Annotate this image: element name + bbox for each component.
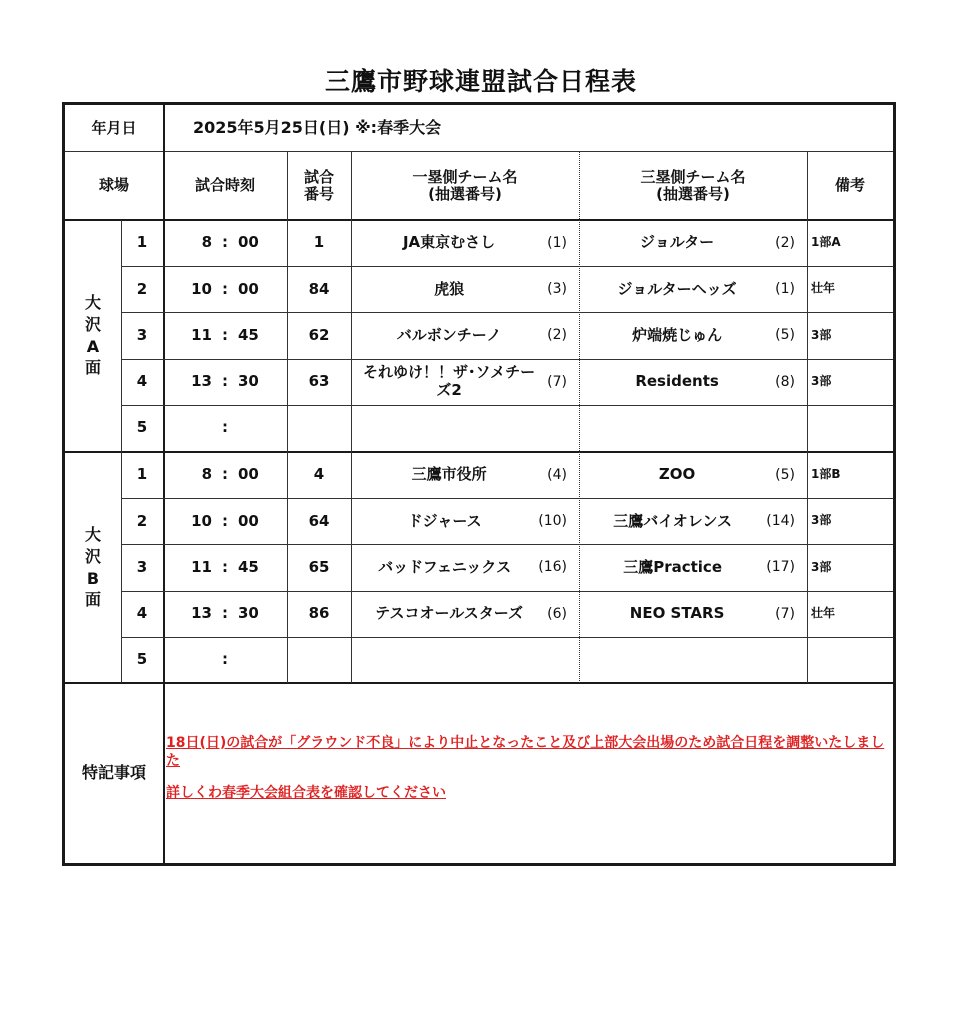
- table-row: [65, 498, 893, 544]
- row-number: 4: [136, 372, 148, 391]
- date-label: 年月日: [91, 118, 137, 137]
- third-base-team: [579, 637, 807, 683]
- row-number: 2: [136, 511, 148, 530]
- game-number: 4: [313, 465, 325, 484]
- remark: [807, 637, 893, 683]
- table-row: [65, 591, 893, 637]
- first-base-team: JA東京むさし (1): [402, 233, 567, 252]
- special-notes-label: 特記事項: [81, 762, 146, 782]
- first-base-team: ドジャース (10): [407, 511, 567, 530]
- game-time: 11 : 45: [191, 557, 259, 576]
- header-field: 球場: [98, 176, 129, 195]
- game-number: 62: [308, 325, 330, 344]
- first-base-team: 虎狼 (3): [434, 279, 567, 298]
- first-base-team: それゆけ！！ザ･ソメチーズ2 (7): [362, 363, 567, 399]
- remark: 3部: [811, 559, 832, 574]
- remark: [807, 405, 893, 451]
- remark: 3部: [811, 327, 832, 342]
- game-number: [287, 637, 351, 683]
- game-number: 65: [308, 557, 330, 576]
- game-number: 1: [313, 233, 325, 252]
- row-number: 2: [136, 279, 148, 298]
- game-time: 8 : 00: [201, 465, 259, 484]
- third-base-team: Residents (8): [635, 372, 795, 391]
- third-base-team: ジョルター (2): [640, 233, 795, 252]
- remark: 1部B: [811, 467, 841, 482]
- third-base-team: 三鷹Practice (17): [623, 557, 795, 576]
- game-number: 84: [308, 279, 330, 298]
- special-note: 18日(日)の試合が「グラウンド不良」により中止となったこと及び上部大会出場のため試合日程を調整いたしました: [166, 735, 885, 770]
- row-number: 5: [136, 418, 148, 437]
- table-row: [65, 312, 893, 358]
- remark: 3部: [811, 513, 832, 528]
- page-title: 三鷹市野球連盟試合日程表: [324, 67, 637, 96]
- table-row: [65, 452, 893, 498]
- remark: 3部: [811, 373, 832, 388]
- game-number: 86: [308, 604, 330, 623]
- date-value: 2025年5月25日(日) ※:春季大会: [193, 118, 442, 138]
- table-row: [65, 544, 893, 590]
- row-number: 3: [136, 557, 148, 576]
- header-time: 試合時刻: [194, 176, 255, 195]
- third-base-team: ZOO (5): [658, 465, 795, 484]
- field-name: 大 沢 B 面: [84, 525, 101, 610]
- third-base-team: ジョルターヘッズ (1): [617, 279, 795, 298]
- header-third-base-team: 三塁側チーム名 (抽選番号): [640, 167, 746, 203]
- game-time: 13 : 30: [191, 372, 259, 391]
- special-notes: [166, 734, 891, 817]
- third-base-team: 三鷹バイオレンス (14): [613, 511, 795, 530]
- row-number: 1: [136, 465, 148, 484]
- third-base-team: NEO STARS (7): [629, 604, 795, 623]
- first-base-team: [351, 405, 579, 451]
- remark: 壮年: [811, 281, 836, 296]
- table-row: [65, 220, 893, 266]
- game-time: :: [222, 650, 228, 669]
- table-row: [65, 266, 893, 312]
- game-time: 10 : 00: [191, 279, 259, 298]
- table-row: [65, 637, 893, 683]
- header-remarks: 備考: [834, 176, 865, 195]
- table-row: [65, 359, 893, 405]
- special-note: 詳しくわ春季大会組合表を確認してください: [166, 785, 446, 802]
- first-base-team: 三鷹市役所 (4): [411, 465, 567, 484]
- header-game-number: 試合 番号: [303, 167, 334, 203]
- field-name: 大 沢 A 面: [84, 293, 101, 378]
- first-base-team: バルボンチーノ (2): [396, 325, 567, 344]
- first-base-team: テスコオールスターズ (6): [375, 604, 567, 623]
- row-number: 3: [136, 325, 148, 344]
- game-number: 63: [308, 372, 330, 391]
- third-base-team: [579, 405, 807, 451]
- remark: 1部A: [811, 235, 841, 250]
- game-time: 13 : 30: [191, 604, 259, 623]
- game-number: 64: [308, 511, 330, 530]
- header-first-base-team: 一塁側チーム名 (抽選番号): [412, 167, 518, 203]
- remark: 壮年: [811, 605, 836, 620]
- game-number: [287, 405, 351, 451]
- row-number: 5: [136, 650, 148, 669]
- first-base-team: [351, 637, 579, 683]
- game-time: 10 : 00: [191, 511, 259, 530]
- row-number: 4: [136, 604, 148, 623]
- table-row: [65, 405, 893, 451]
- game-time: 11 : 45: [191, 325, 259, 344]
- row-number: 1: [136, 233, 148, 252]
- game-time: 8 : 00: [201, 233, 259, 252]
- game-time: :: [222, 418, 228, 437]
- third-base-team: 炉端焼じゅん (5): [632, 325, 795, 344]
- first-base-team: バッドフェニックス (16): [378, 557, 567, 576]
